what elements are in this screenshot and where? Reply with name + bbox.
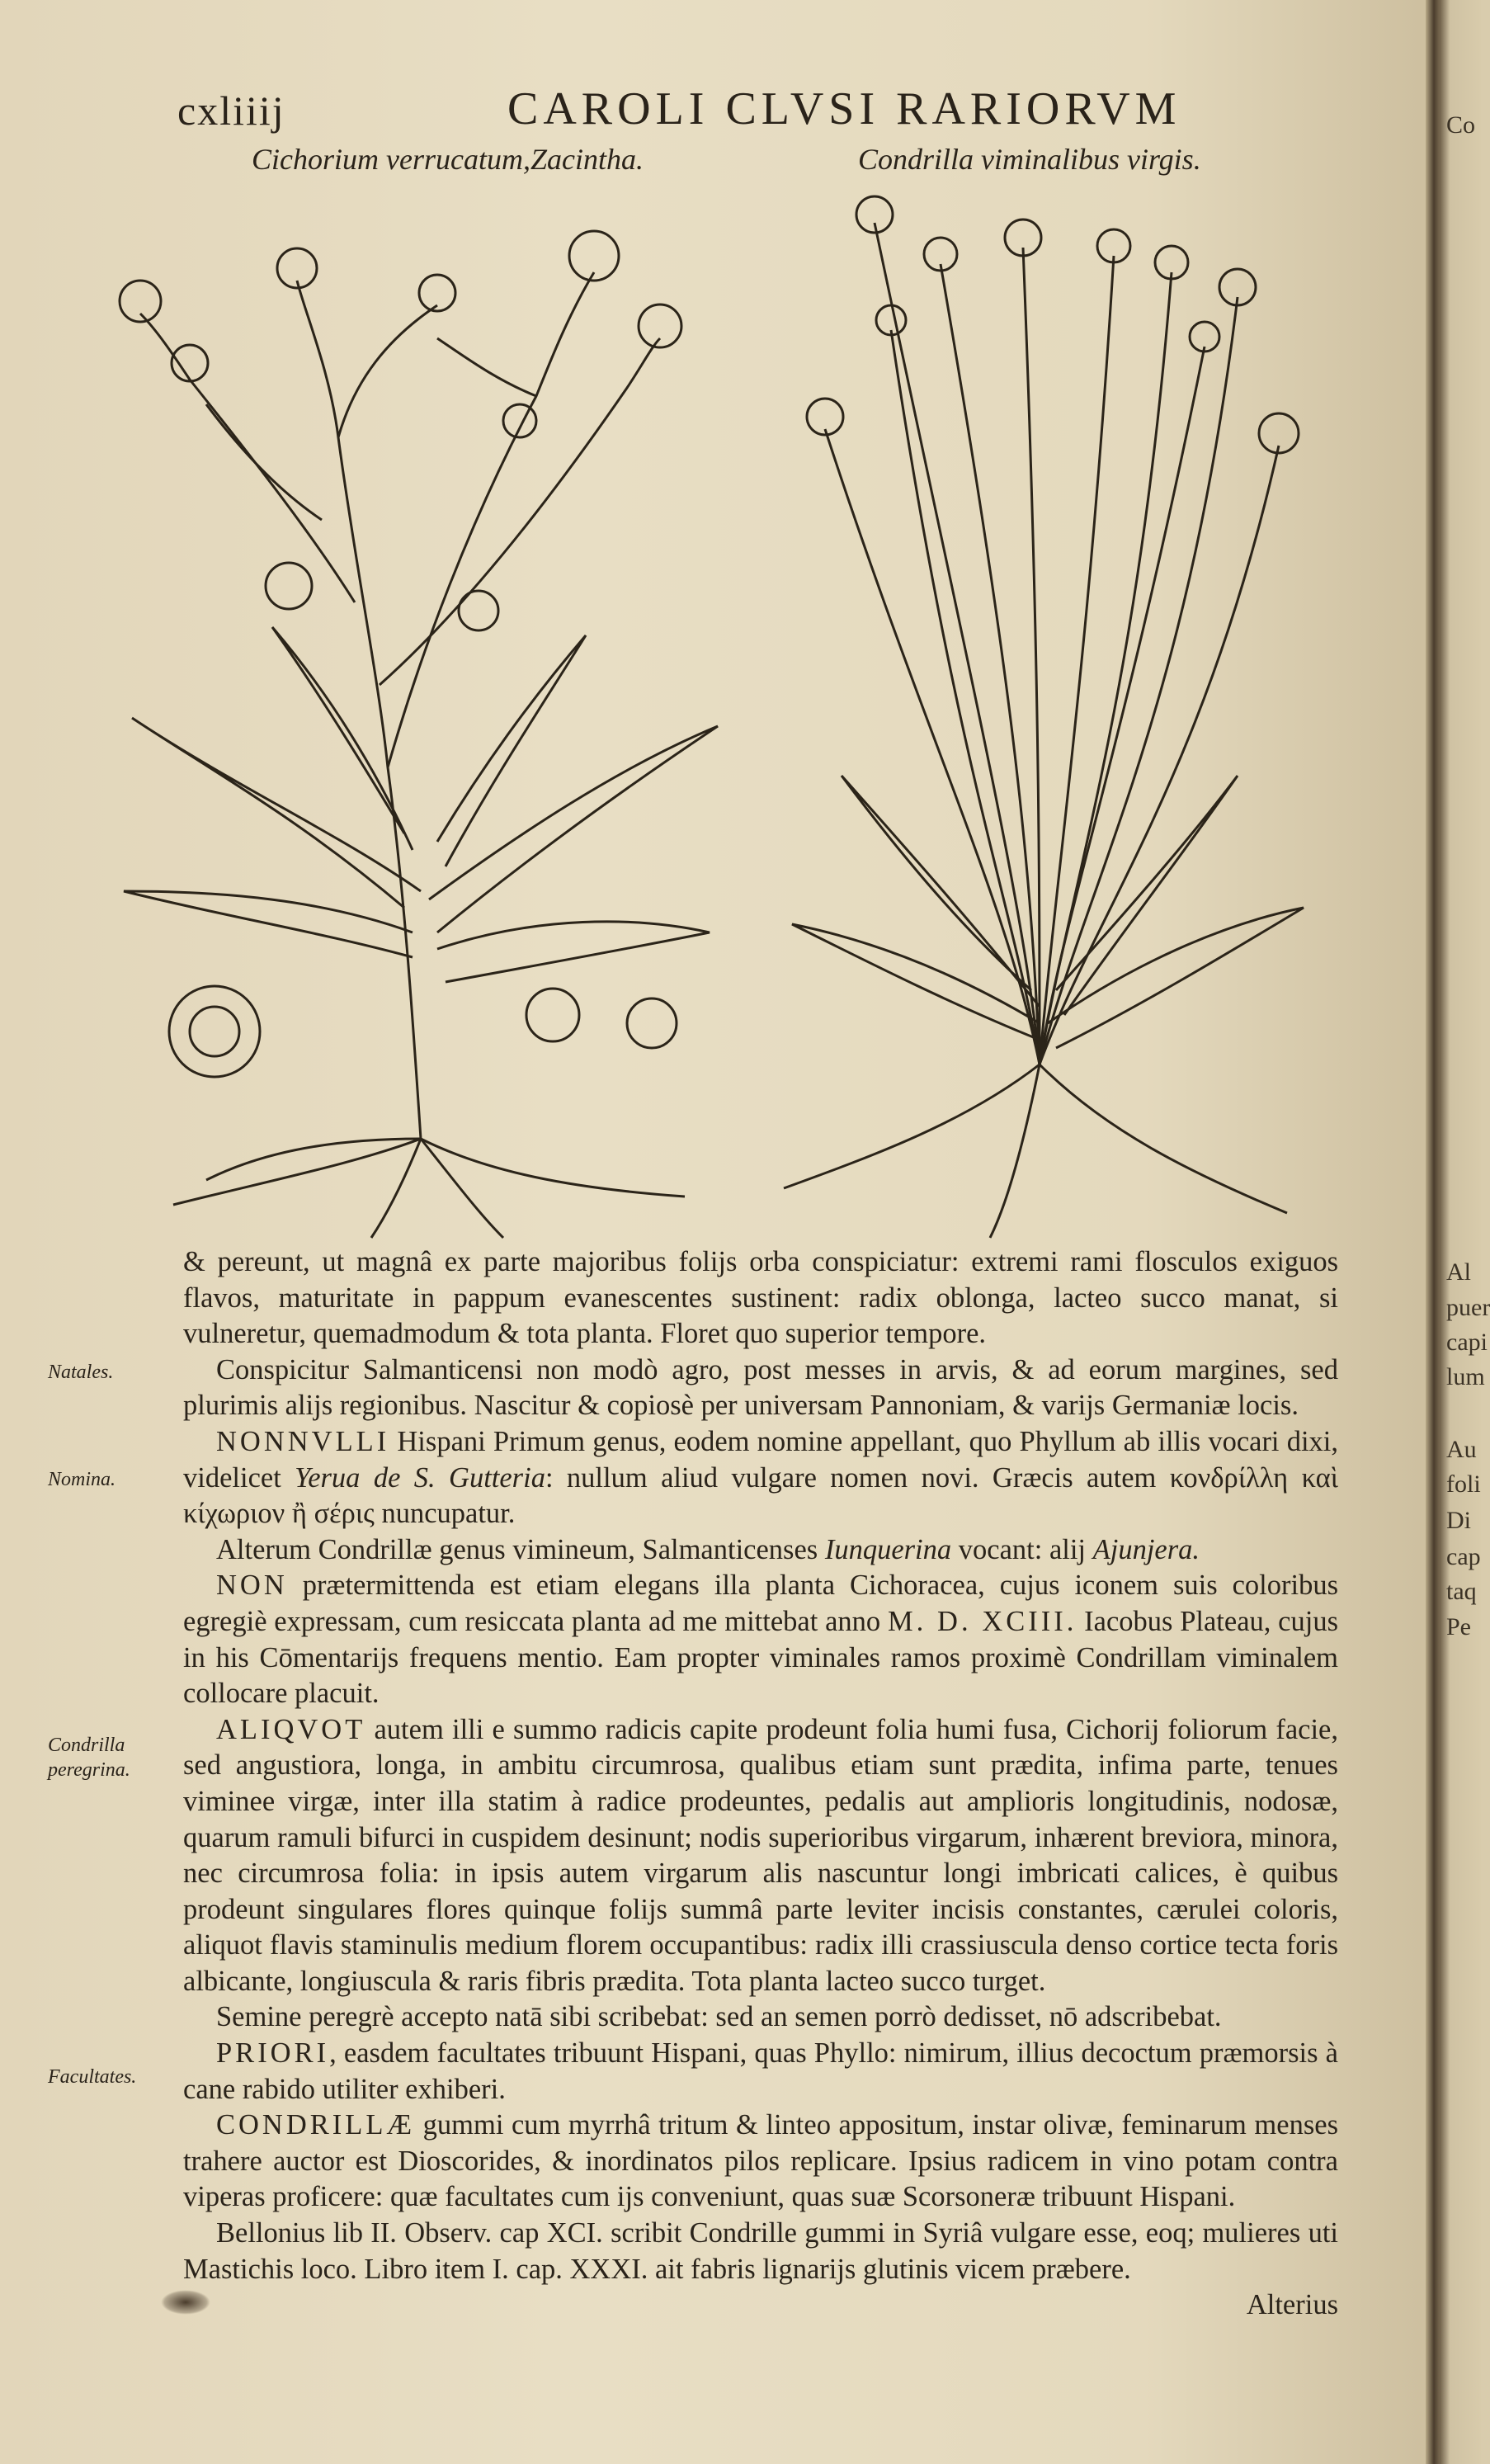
left-plant-woodcut bbox=[107, 190, 718, 1238]
paragraph-2: Conspicitur Salmanticensi non modò agro, post messes in arvis, & ad eorum margines, sed plurimis alijs regionibus. Nascitur & copiosè per universam Pannoniam, & varijs Germaniæ locis. bbox=[183, 1353, 1338, 1422]
margin-note-nomina: Nomina. bbox=[48, 1469, 116, 1490]
lead-word: NON bbox=[216, 1570, 288, 1602]
page-header bbox=[177, 83, 1349, 140]
lead-word: NONNVLLI bbox=[216, 1425, 390, 1457]
text-run: : nullum aliud vulgare nomen novi. Græcis autem bbox=[545, 1461, 1170, 1494]
text-run: Alterum Condrillæ genus vimineum, Salmanticenses bbox=[216, 1533, 825, 1565]
italic-run: Iunquerina bbox=[824, 1533, 952, 1565]
fragment: cap bbox=[1446, 1543, 1481, 1570]
margin-note-natales: Natales. bbox=[48, 1362, 114, 1383]
fragment: Co bbox=[1446, 111, 1476, 139]
fragment: Di bbox=[1446, 1507, 1471, 1534]
text-run: , easdem facultates tribuunt Hispani, quas Phyllo: nimirum, illius decoctum præmorsis à cane rabido utiliter exhiberi. bbox=[183, 2037, 1338, 2105]
text-run: Hispani Primum genus, eodem nomine appellant, quo Phyllum ab illis vocari dixi, videlicet bbox=[183, 1425, 1338, 1494]
text-run: prætermittenda est etiam elegans illa planta Cichoracea, cujus iconem suis coloribus egregiè expressam, cum resiccata planta ad me mittebat anno bbox=[183, 1570, 1338, 1637]
paragraph-9 bbox=[183, 2108, 1338, 2216]
running-title: CAROLI CLVSI RARIORVM bbox=[507, 83, 1181, 135]
fragment: foli bbox=[1446, 1470, 1481, 1498]
paragraph-6 bbox=[183, 1712, 1338, 2000]
fragment: taq bbox=[1446, 1578, 1477, 1605]
italic-run: Yerua de S. Gutteria bbox=[295, 1461, 545, 1494]
lead-word: CONDRILLÆ bbox=[216, 2109, 416, 2141]
paragraph-1: & pereunt, ut magnâ ex parte majoribus folijs orba conspiciatur: extremi rami flosculos exiguos flavos, maturitate in pappum evanescentes sustinent: radix oblonga, lacteo succo manat, si vulneretur, quemadmodum & tota planta. Floret quo superior tempore. bbox=[183, 1246, 1338, 1350]
greek-text: κονδρίλλη καὶ κίχωριον ἢ σέρις bbox=[183, 1461, 1339, 1530]
year-text: M. D. XCIII. bbox=[887, 1605, 1077, 1637]
paragraph-7: Semine peregrè accepto natā sibi scribebat: sed an semen porrò dedisset, nō adscribebat. bbox=[216, 2001, 1222, 2033]
adjacent-page-edge bbox=[1440, 0, 1490, 2464]
fragment: puer bbox=[1446, 1294, 1490, 1321]
lead-word: ALIQVOT bbox=[216, 1713, 366, 1745]
fragment: capi bbox=[1446, 1329, 1488, 1356]
fragment: Au bbox=[1446, 1436, 1477, 1463]
left-figure-caption: Cichorium verrucatum,Zacintha. bbox=[252, 143, 644, 176]
text-run: Iacobus Plateau, cujus in his Cōmentarijs frequens mentio. Eam propter viminales ramos proximè Condrillam viminalem collocare placuit. bbox=[183, 1605, 1339, 1710]
right-plant-woodcut bbox=[776, 198, 1312, 1238]
paragraph-10: Bellonius lib II. Observ. cap XCI. scribit Condrille gummi in Syriâ vulgare esse, eoq; mulieres uti Mastichis loco. Libro item I. cap. XXXI. ait fabris lignarijs glutinis vicem præbere. bbox=[183, 2217, 1338, 2285]
folio-number: cxliiij bbox=[177, 87, 285, 134]
text-run: autem illi e summo radicis capite prodeunt folia humi fusa, Cichorij foliorum facie, sed angustiora, longa, in ambitu circumrosa, qualibus etiam sunt prædita, infima parte, tenues viminee virgæ, inter illa statim à radice prodeuntes, pedalis aut amplioris longitudinis, nodosæ, quarum ramuli bifurci in cuspidem desinunt; nodis superioribus virgarum, inhærent breviora, minora, nec circumrosa folia: in ipsis autem virgarum alis nascuntur longi imbricati calices, è quibus prodeunt singulares flores quinque folijs summâ parte leviter incisis constantes, cærulei coloris, aliquot flavis staminulis medium florem occupantibus: radix illi crassiuscula denso cortice tecta foris albicante, longiuscula & raris fibris prædita. Tota planta lacteo succo turget. bbox=[183, 1713, 1338, 1997]
paragraph-5 bbox=[183, 1568, 1338, 1711]
margin-note-facultates: Facultates. bbox=[48, 2066, 137, 2088]
paragraph-4 bbox=[183, 1532, 1338, 1569]
catchword: Alterius bbox=[1246, 2289, 1338, 2321]
text-run: vocant: alij bbox=[951, 1533, 1093, 1565]
ink-stain bbox=[161, 2290, 210, 2315]
body-text bbox=[183, 1244, 1338, 2324]
text-run: nuncupatur. bbox=[374, 1498, 516, 1530]
paragraph-3 bbox=[183, 1424, 1338, 1532]
lead-word: PRIORI bbox=[216, 2037, 330, 2070]
paragraph-8 bbox=[183, 2036, 1338, 2108]
margin-note-condrilla: Condrilla peregrina. bbox=[48, 1735, 130, 1781]
fragment: Pe bbox=[1446, 1613, 1471, 1640]
fragment: lum bbox=[1446, 1363, 1485, 1390]
fragment: Al bbox=[1446, 1258, 1471, 1286]
text-run: gummi cum myrrhâ tritum & linteo appositum, instar olivæ, feminarum menses trahere auctor est Dioscorides, & inordinatos pilos replicare. Ipsius radicem in vino potam contra viperas proficere: quæ facultates cum ijs conveniunt, quas suæ Scorsoneræ tribuunt Hispani. bbox=[183, 2109, 1338, 2213]
right-figure-caption: Condrilla viminalibus virgis. bbox=[858, 143, 1201, 176]
italic-run: Ajunjera. bbox=[1092, 1533, 1200, 1565]
